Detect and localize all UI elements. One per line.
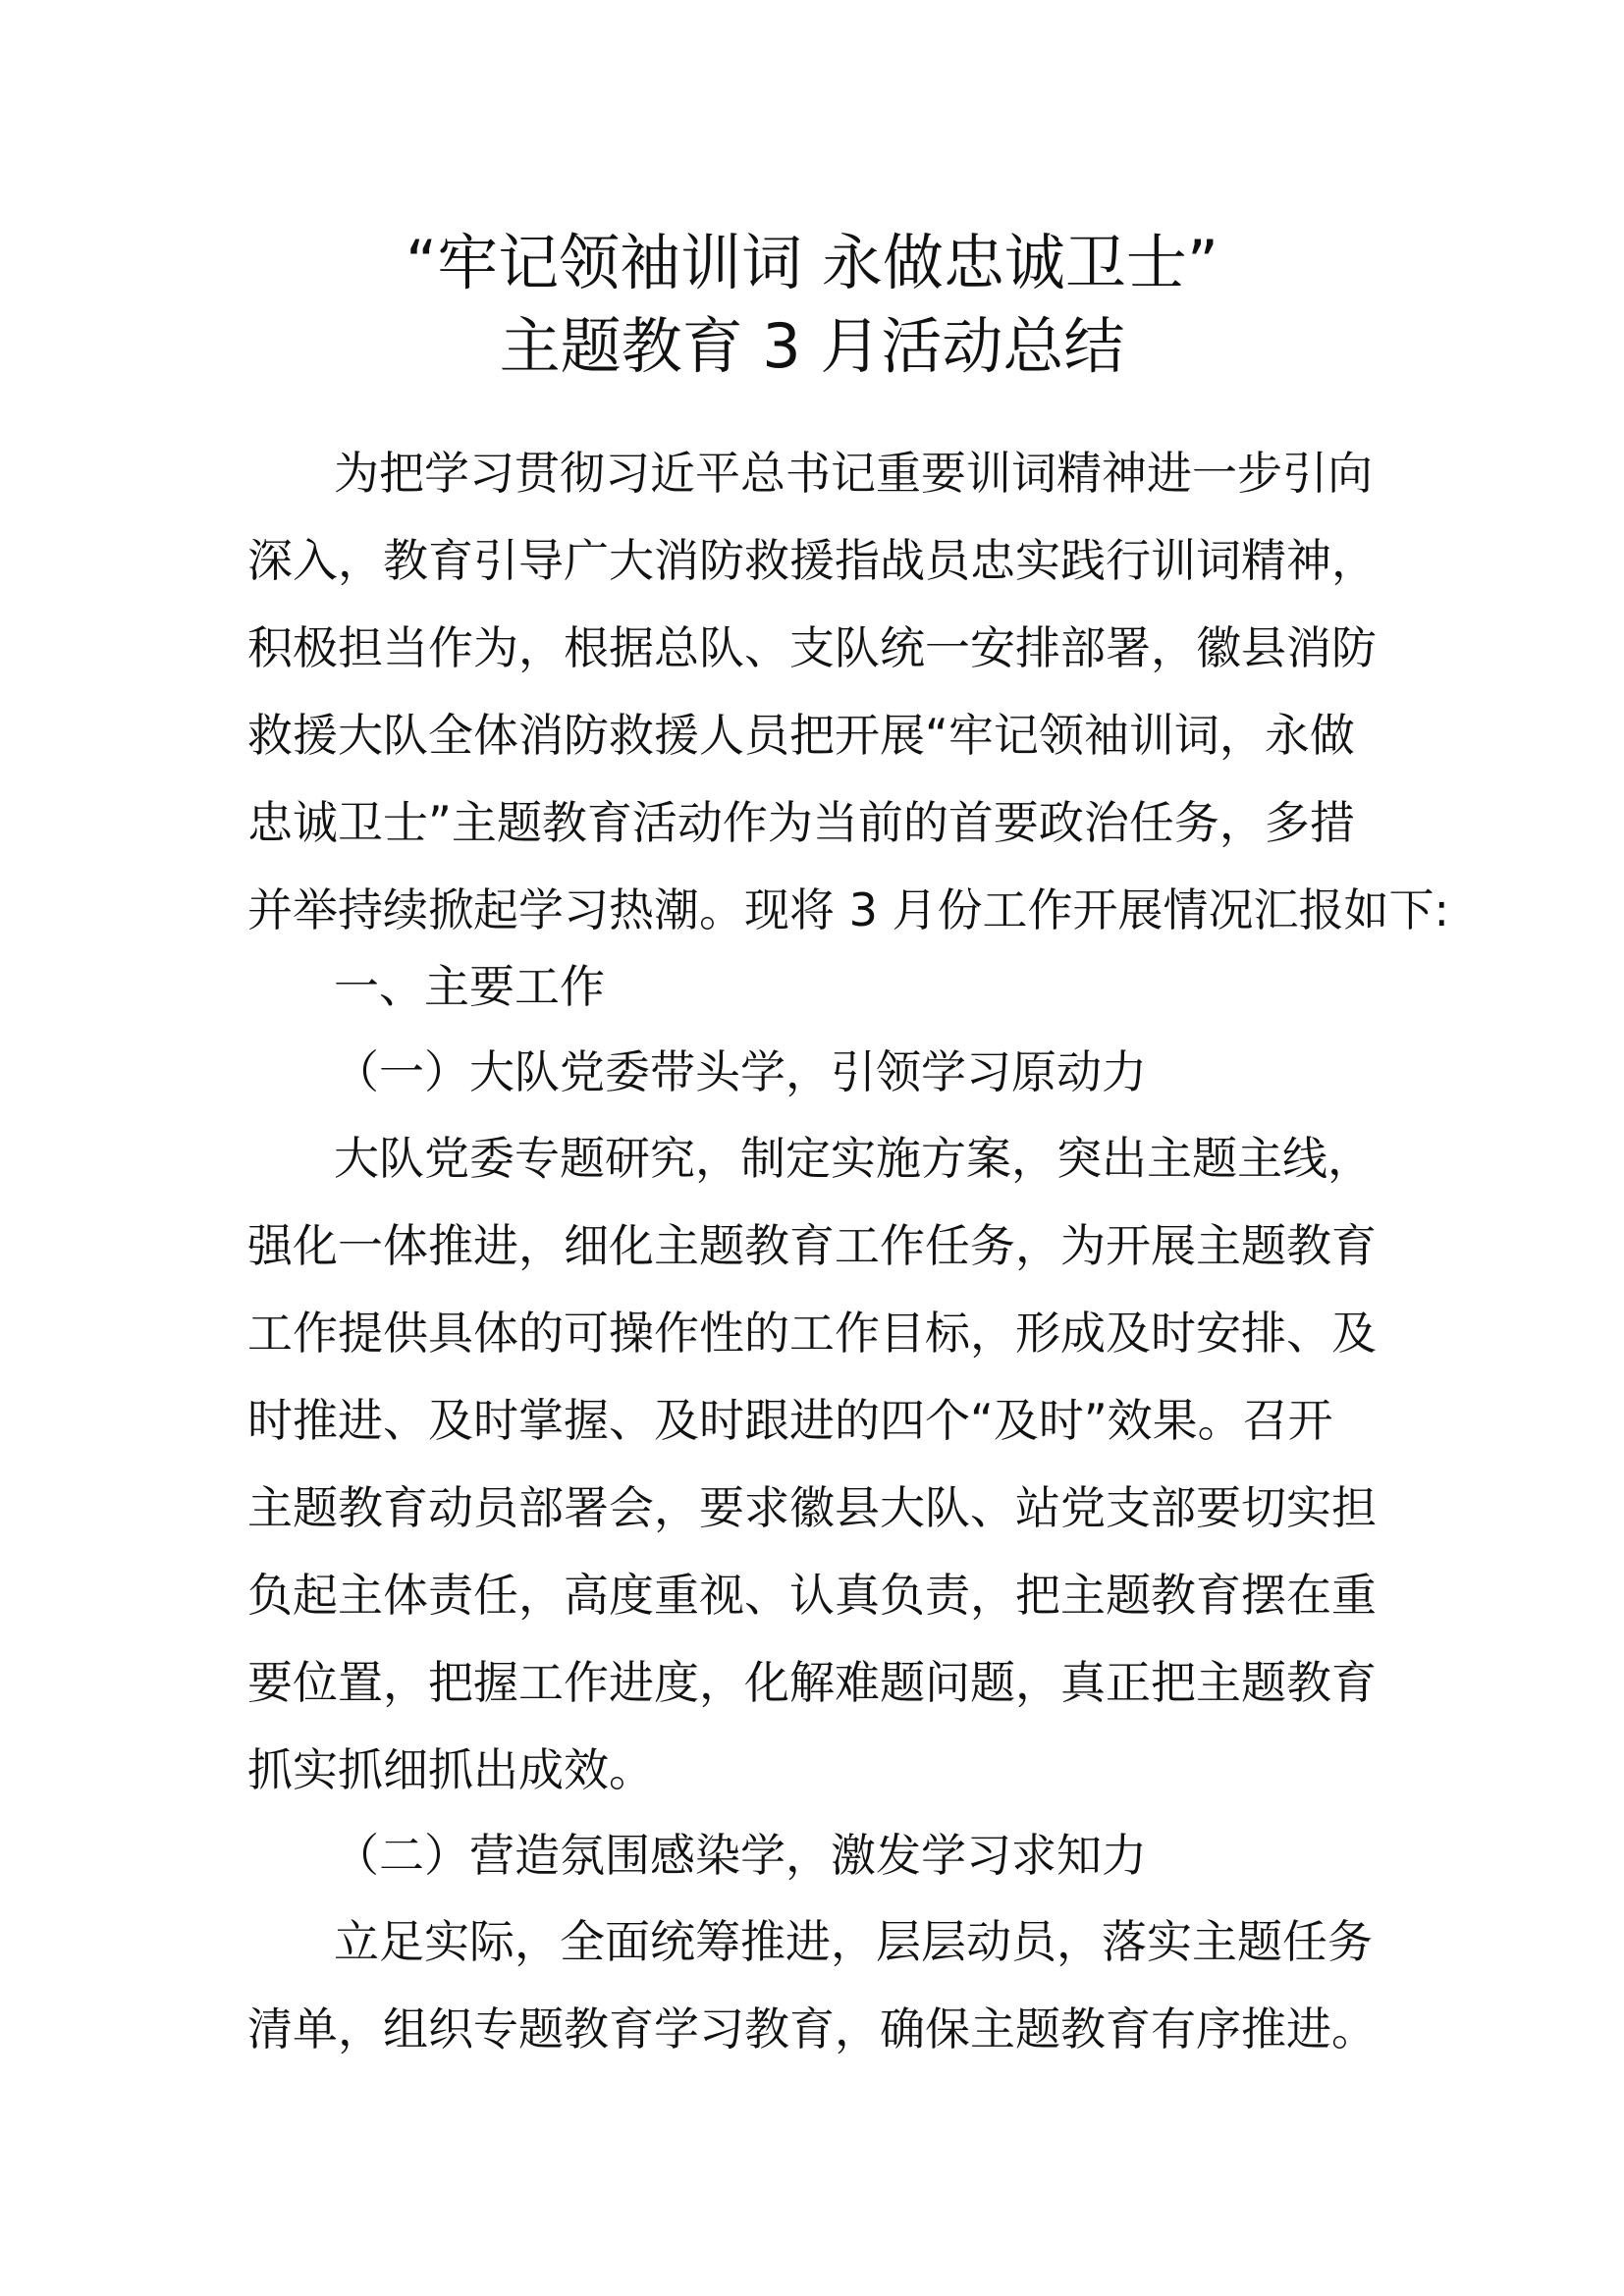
subsection-heading-2: （二）营造氛围感染学，激发学习求知力	[334, 1829, 1147, 1882]
intro-line-4: 救援大队全体消防救援人员把开展“牢记领袖训词，永做	[247, 709, 1355, 762]
sub1-line-4: 时推进、及时掌握、及时跟进的四个“及时”效果。召开	[247, 1394, 1333, 1447]
sub1-line-8: 抓实抓细抓出成效。	[247, 1743, 654, 1796]
sub1-line-3: 工作提供具体的可操作性的工作目标，形成及时安排、及	[247, 1307, 1377, 1360]
sub2-line-1: 立足实际，全面统筹推进，层层动员，落实主题任务	[334, 1915, 1373, 1968]
section-heading-main-work: 一、主要工作	[334, 960, 605, 1013]
intro-line-1: 为把学习贯彻习近平总书记重要训词精神进一步引向	[334, 447, 1373, 500]
document-title-line-2: 主题教育 3 月活动总结	[499, 310, 1125, 382]
sub1-line-1: 大队党委专题研究，制定实施方案，突出主题主线，	[334, 1132, 1373, 1185]
intro-line-5: 忠诚卫士”主题教育活动作为当前的首要政治任务，多措	[247, 796, 1355, 849]
document-title-line-1: “牢记领袖训词 永做忠诚卫士”	[406, 227, 1218, 298]
intro-line-6: 并举持续掀起学习热潮。现将 3 月份工作开展情况汇报如下:	[247, 883, 1450, 936]
sub1-line-2: 强化一体推进，细化主题教育工作任务，为开展主题教育	[247, 1219, 1377, 1272]
sub2-line-2: 清单，组织专题教育学习教育，确保主题教育有序推进。	[247, 2002, 1377, 2056]
sub1-line-5: 主题教育动员部署会，要求徽县大队、站党支部要切实担	[247, 1481, 1377, 1534]
intro-line-3: 积极担当作为，根据总队、支队统一安排部署，徽县消防	[247, 621, 1377, 674]
subsection-heading-1: （一）大队党委带头学，引领学习原动力	[334, 1045, 1147, 1098]
sub1-line-6: 负起主体责任，高度重视、认真负责，把主题教育摆在重	[247, 1569, 1377, 1622]
sub1-line-7: 要位置，把握工作进度，化解难题问题，真正把主题教育	[247, 1656, 1377, 1709]
intro-line-2: 深入，教育引导广大消防救援指战员忠实践行训词精神，	[247, 534, 1377, 587]
